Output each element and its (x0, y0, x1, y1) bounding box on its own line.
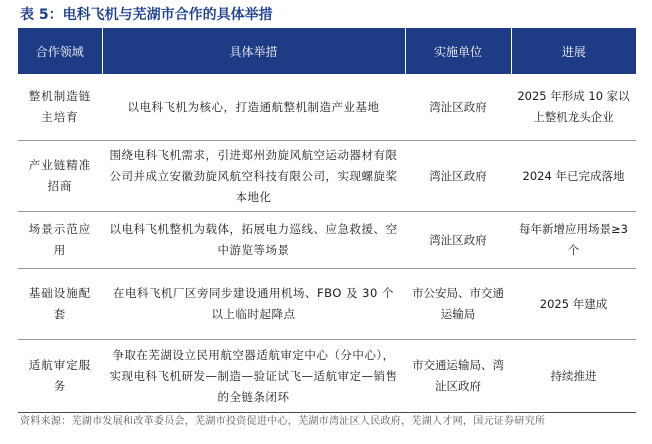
table-row (18, 269, 636, 340)
cell-unit: 市交通运输局、湾沚区政府 (405, 340, 511, 413)
cell-area: 整机制造链主培育 (18, 74, 102, 141)
header-progress: 进展 (511, 28, 636, 74)
cell-area: 适航审定服务 (18, 340, 102, 413)
table-title: 表 5：电科飞机与芜湖市合作的具体举措 (20, 7, 273, 23)
cell-measure: 围绕电科飞机需求，引进郑州劲旋风航空运动器材有限公司并成立安徽劲旋风航空科技有限公司，实现螺旋桨本地化 (102, 141, 405, 212)
table-row (18, 340, 636, 413)
cell-measure: 以电科飞机为核心，打造通航整机制造产业基地 (102, 74, 405, 141)
header-area: 合作领域 (18, 28, 102, 74)
cell-unit: 湾沚区政府 (405, 74, 511, 141)
cell-progress: 2025 年建成 (511, 269, 636, 340)
table-row (18, 74, 636, 141)
cell-area: 产业链精准招商 (18, 141, 102, 212)
cell-progress: 2024 年已完成落地 (511, 141, 636, 212)
cooperation-table (18, 28, 636, 413)
table-header-row (18, 28, 636, 74)
cell-unit: 湾沚区政府 (405, 212, 511, 269)
cell-measure: 争取在芜湖设立民用航空器适航审定中心（分中心），实现电科飞机研发—制造—验证试飞—适航审定—销售的全链条闭环 (102, 340, 405, 413)
cell-unit: 市公安局、市交通运输局 (405, 269, 511, 340)
cooperation-table-container (18, 28, 636, 413)
cell-area: 场景示范应用 (18, 212, 102, 269)
cell-progress: 2025 年形成 10 家以上整机龙头企业 (511, 74, 636, 141)
source-note: 资料来源：芜湖市发展和改革委员会，芜湖市投资促进中心，芜湖市湾沚区人民政府，芜湖人才网，国元证券研究所 (20, 416, 546, 427)
header-unit: 实施单位 (405, 28, 511, 74)
cell-measure: 在电科飞机厂区旁同步建设通用机场、FBO 及 30 个以上临时起降点 (102, 269, 405, 340)
table-row (18, 212, 636, 269)
cell-progress: 每年新增应用场景≥3 个 (511, 212, 636, 269)
cell-area: 基础设施配套 (18, 269, 102, 340)
cell-measure: 以电科飞机整机为载体，拓展电力巡线、应急救援、空中游览等场景 (102, 212, 405, 269)
cell-unit: 湾沚区政府 (405, 141, 511, 212)
header-measure: 具体举措 (102, 28, 405, 74)
cell-progress: 持续推进 (511, 340, 636, 413)
table-row (18, 141, 636, 212)
